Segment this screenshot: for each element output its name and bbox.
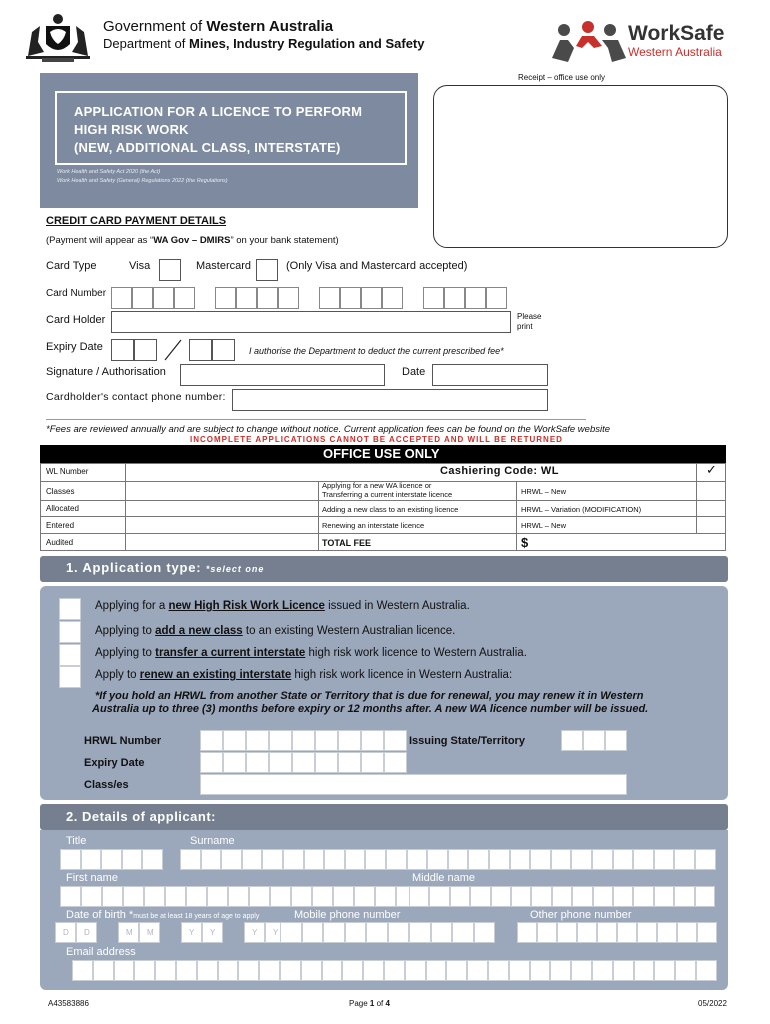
email-cell[interactable] <box>218 960 239 981</box>
code-hrwl-new: HRWL – New <box>521 487 567 496</box>
please-print-label: Please print <box>517 312 542 331</box>
office-row-entered: Entered <box>46 521 75 530</box>
hrwl-digit-cell[interactable] <box>200 730 223 751</box>
first-name-cell[interactable] <box>291 886 312 907</box>
middle-name-cell[interactable] <box>409 886 429 907</box>
mobile-cell[interactable] <box>452 922 474 943</box>
card-digit-cell[interactable] <box>340 287 361 309</box>
mobile-cell[interactable] <box>474 922 496 943</box>
first-name-cell[interactable] <box>165 886 186 907</box>
email-cell[interactable] <box>426 960 447 981</box>
surname-cell[interactable] <box>489 849 510 870</box>
dob-cell[interactable] <box>76 922 97 943</box>
middle-name-cell[interactable] <box>450 886 470 907</box>
expiry-year-2[interactable] <box>212 339 235 361</box>
surname-cell[interactable] <box>510 849 531 870</box>
email-cell[interactable] <box>384 960 405 981</box>
surname-cell[interactable] <box>221 849 242 870</box>
email-cell[interactable] <box>446 960 467 981</box>
issuing-state-label: Issuing State/Territory <box>409 735 525 747</box>
other-phone-cell[interactable] <box>557 922 577 943</box>
section-1-title: 1. Application type: *select one <box>66 560 265 575</box>
office-row-allocated: Allocated <box>46 504 79 513</box>
expiry-cell[interactable] <box>246 752 269 773</box>
middle-name-label: Middle name <box>412 872 475 884</box>
first-name-cell[interactable] <box>228 886 249 907</box>
other-phone-cell[interactable] <box>617 922 637 943</box>
email-cell[interactable] <box>654 960 675 981</box>
payment-heading: CREDIT CARD PAYMENT DETAILS <box>46 215 227 227</box>
middle-name-cell[interactable] <box>552 886 572 907</box>
hrwl-digit-cell[interactable] <box>223 730 246 751</box>
classes-input[interactable] <box>200 774 627 795</box>
state-cell[interactable] <box>605 730 627 751</box>
dob-label: Date of birth *must be at least 18 years of age to apply <box>66 909 260 921</box>
accepted-cards-note: (Only Visa and Mastercard accepted) <box>286 260 468 272</box>
middle-name-cell[interactable] <box>531 886 551 907</box>
surname-cell[interactable] <box>283 849 304 870</box>
card-digit-cell[interactable] <box>215 287 236 309</box>
date-placeholder: M <box>147 928 154 937</box>
worksafe-people-logo <box>550 18 628 64</box>
divider <box>46 419 586 420</box>
other-phone-cell[interactable] <box>677 922 697 943</box>
hrwl-digit-cell[interactable] <box>338 730 361 751</box>
card-type-label: Card Type <box>46 260 97 272</box>
other-phone-cell[interactable] <box>657 922 677 943</box>
office-row-audited: Audited <box>46 538 74 547</box>
middle-name-cell[interactable] <box>593 886 613 907</box>
email-cell[interactable] <box>530 960 551 981</box>
expiry-cell[interactable] <box>361 752 384 773</box>
expiry-cell[interactable] <box>384 752 407 773</box>
renewal-note-1: *If you hold an HRWL from another State or Territory that is due for renewal, you may renew it in Western <box>95 690 644 702</box>
card-digit-cell[interactable] <box>236 287 257 309</box>
surname-cell[interactable] <box>345 849 366 870</box>
mobile-cell[interactable] <box>280 922 302 943</box>
expiry-month-1[interactable] <box>111 339 134 361</box>
middle-name-cell[interactable] <box>654 886 674 907</box>
email-cell[interactable] <box>114 960 135 981</box>
first-name-cell[interactable] <box>186 886 207 907</box>
card-digit-cell[interactable] <box>319 287 340 309</box>
email-cell[interactable] <box>93 960 114 981</box>
mobile-cell[interactable] <box>323 922 345 943</box>
tick-icon: ✓ <box>706 462 717 477</box>
first-name-cell[interactable] <box>354 886 375 907</box>
email-cell[interactable] <box>280 960 301 981</box>
card-digit-cell[interactable] <box>111 287 132 309</box>
option-transfer-checkbox[interactable] <box>59 644 81 666</box>
surname-cell[interactable] <box>551 849 572 870</box>
dob-cell[interactable] <box>55 922 76 943</box>
mobile-label: Mobile phone number <box>294 909 401 921</box>
office-row-line-3 <box>40 516 726 517</box>
act-reference: Work Health and Safety Act 2020 (the Act) <box>57 169 161 175</box>
first-name-label: First name <box>66 872 118 884</box>
first-name-cell[interactable] <box>60 886 81 907</box>
other-phone-cell[interactable] <box>577 922 597 943</box>
email-cell[interactable] <box>634 960 655 981</box>
option-renew-checkbox[interactable] <box>59 666 81 688</box>
email-cell[interactable] <box>467 960 488 981</box>
office-col-divider-1 <box>125 463 126 551</box>
mobile-cell[interactable] <box>302 922 324 943</box>
card-digit-cell[interactable] <box>257 287 278 309</box>
surname-cell[interactable] <box>530 849 551 870</box>
other-phone-cell[interactable] <box>517 922 537 943</box>
hrwl-digit-cell[interactable] <box>315 730 338 751</box>
hrwl-number-label: HRWL Number <box>84 735 162 747</box>
visa-checkbox[interactable] <box>159 259 181 281</box>
expiry-year-1[interactable] <box>189 339 212 361</box>
first-name-cell[interactable] <box>333 886 354 907</box>
renewal-note-2: Australia up to three (3) months before expiry or 12 months after. A new WA licence number will be issued. <box>92 703 649 715</box>
email-cell[interactable] <box>197 960 218 981</box>
other-phone-cell[interactable] <box>597 922 617 943</box>
card-digit-cell[interactable] <box>486 287 507 309</box>
mobile-cell[interactable] <box>431 922 453 943</box>
card-holder-label: Card Holder <box>46 314 106 326</box>
hrwl-digit-cell[interactable] <box>292 730 315 751</box>
date-label: Date <box>402 366 426 378</box>
desc-renew: Renewing an interstate licence <box>322 521 425 530</box>
title-cell[interactable] <box>101 849 122 870</box>
mastercard-label: Mastercard <box>196 260 252 272</box>
office-col-divider-4 <box>696 463 697 533</box>
card-digit-cell[interactable] <box>132 287 153 309</box>
expiry-cell[interactable] <box>338 752 361 773</box>
office-row-wl-number: WL Number <box>46 467 89 476</box>
hrwl-expiry-label: Expiry Date <box>84 757 145 769</box>
mobile-cell[interactable] <box>345 922 367 943</box>
first-name-cell[interactable] <box>81 886 102 907</box>
title-label: Title <box>66 835 87 847</box>
payment-note: (Payment will appear as “WA Gov – DMIRS” on your bank statement) <box>46 235 339 246</box>
other-phone-cell[interactable] <box>697 922 717 943</box>
office-row-classes: Classes <box>46 487 75 496</box>
middle-name-cell[interactable] <box>491 886 511 907</box>
expiry-slash <box>163 338 183 362</box>
surname-cell[interactable] <box>407 849 428 870</box>
hrwl-digit-cell[interactable] <box>361 730 384 751</box>
card-digit-cell[interactable] <box>278 287 299 309</box>
other-phone-cell[interactable] <box>637 922 657 943</box>
office-row-line-2 <box>40 500 726 501</box>
date-placeholder: D <box>63 928 69 937</box>
dollar-sign: $ <box>521 535 529 550</box>
option-new-licence-label: Applying for a new High Risk Work Licence issued in Western Australia. <box>95 600 470 612</box>
email-label: Email address <box>66 946 136 958</box>
surname-cell[interactable] <box>654 849 675 870</box>
state-cell[interactable] <box>583 730 605 751</box>
card-digit-cell[interactable] <box>382 287 403 309</box>
first-name-cell[interactable] <box>123 886 144 907</box>
email-cell[interactable] <box>592 960 613 981</box>
surname-cell[interactable] <box>386 849 407 870</box>
option-add-class-label: Applying to add a new class to an existing Western Australian licence. <box>95 625 456 637</box>
form-code: A43583886 <box>48 999 89 1008</box>
date-placeholder: Y <box>189 928 195 937</box>
dob-cell[interactable] <box>118 922 139 943</box>
email-cell[interactable] <box>675 960 696 981</box>
surname-cell[interactable] <box>365 849 386 870</box>
first-name-cell[interactable] <box>144 886 165 907</box>
surname-cell[interactable] <box>592 849 613 870</box>
expiry-label: Expiry Date <box>46 341 103 353</box>
title-line-1: APPLICATION FOR A LICENCE TO PERFORM <box>74 104 363 119</box>
title-cell[interactable] <box>60 849 81 870</box>
card-digit-cell[interactable] <box>174 287 195 309</box>
surname-cell[interactable] <box>427 849 448 870</box>
mobile-cell[interactable] <box>366 922 388 943</box>
email-cell[interactable] <box>363 960 384 981</box>
section-2-title: 2. Details of applicant: <box>66 809 216 824</box>
receipt-box <box>433 85 728 248</box>
surname-cell[interactable] <box>262 849 283 870</box>
card-digit-cell[interactable] <box>423 287 444 309</box>
worksafe-subtitle: Western Australia <box>628 45 722 59</box>
date-placeholder: Y <box>252 928 258 937</box>
mastercard-checkbox[interactable] <box>256 259 278 281</box>
card-number-label: Card Number <box>46 288 107 299</box>
email-cell[interactable] <box>696 960 717 981</box>
govt-line-2: Department of Mines, Industry Regulation and Safety <box>103 36 425 51</box>
surname-cell[interactable] <box>448 849 469 870</box>
date-placeholder: M <box>126 928 133 937</box>
surname-cell[interactable] <box>613 849 634 870</box>
date-placeholder: Y <box>273 928 279 937</box>
hrwl-digit-cell[interactable] <box>384 730 407 751</box>
middle-name-cell[interactable] <box>429 886 449 907</box>
dob-cell[interactable] <box>202 922 223 943</box>
email-cell[interactable] <box>405 960 426 981</box>
option-transfer-label: Applying to transfer a current interstate high risk work licence to Western Australia. <box>95 647 527 659</box>
card-digit-cell[interactable] <box>465 287 486 309</box>
option-add-class-checkbox[interactable] <box>59 621 81 643</box>
office-use-title: OFFICE USE ONLY <box>323 446 440 461</box>
email-cell[interactable] <box>509 960 530 981</box>
other-phone-label: Other phone number <box>530 909 632 921</box>
first-name-cell[interactable] <box>207 886 228 907</box>
surname-cell[interactable] <box>304 849 325 870</box>
first-name-cell[interactable] <box>102 886 123 907</box>
middle-name-cell[interactable] <box>633 886 653 907</box>
phone-input[interactable] <box>232 389 548 411</box>
first-name-cell[interactable] <box>249 886 270 907</box>
hrwl-digit-cell[interactable] <box>269 730 292 751</box>
desc-new-licence: Applying for a new WA licence or Transferring a current interstate licence <box>322 481 453 499</box>
cashiering-code: Cashiering Code: WL <box>440 465 559 477</box>
email-cell[interactable] <box>72 960 93 981</box>
first-name-cell[interactable] <box>312 886 333 907</box>
surname-cell[interactable] <box>674 849 695 870</box>
surname-cell[interactable] <box>695 849 716 870</box>
email-cell[interactable] <box>238 960 259 981</box>
option-renew-label: Apply to renew an existing interstate high risk work licence in Western Australia: <box>95 669 513 681</box>
incomplete-warning: INCOMPLETE APPLICATIONS CANNOT BE ACCEPTED AND WILL BE RETURNED <box>190 435 563 444</box>
worksafe-wordmark: WorkSafe <box>628 22 725 45</box>
middle-name-cell[interactable] <box>695 886 715 907</box>
date-placeholder: Y <box>210 928 216 937</box>
email-cell[interactable] <box>134 960 155 981</box>
email-cell[interactable] <box>571 960 592 981</box>
visa-label: Visa <box>129 260 151 272</box>
classes-label: Class/es <box>84 779 129 791</box>
date-placeholder: D <box>84 928 90 937</box>
email-cell[interactable] <box>259 960 280 981</box>
email-cell[interactable] <box>488 960 509 981</box>
first-name-cell[interactable] <box>270 886 291 907</box>
middle-name-cell[interactable] <box>511 886 531 907</box>
dob-cell[interactable] <box>139 922 160 943</box>
regulations-reference: Work Health and Safety (General) Regulations 2022 (the Regulations) <box>57 178 228 184</box>
title-line-2: HIGH RISK WORK <box>74 122 189 137</box>
code-hrwl-new-2: HRWL – New <box>521 521 567 530</box>
surname-cell[interactable] <box>242 849 263 870</box>
govt-line-1: Government of Western Australia <box>103 18 334 35</box>
middle-name-cell[interactable] <box>613 886 633 907</box>
card-holder-input[interactable] <box>111 311 511 333</box>
surname-cell[interactable] <box>468 849 489 870</box>
first-name-cell[interactable] <box>375 886 396 907</box>
email-cell[interactable] <box>550 960 571 981</box>
dob-cell[interactable] <box>181 922 202 943</box>
surname-label: Surname <box>190 835 235 847</box>
surname-cell[interactable] <box>180 849 201 870</box>
title-line-3: (NEW, ADDITIONAL CLASS, INTERSTATE) <box>74 140 341 155</box>
other-phone-cell[interactable] <box>537 922 557 943</box>
hrwl-digit-cell[interactable] <box>246 730 269 751</box>
middle-name-cell[interactable] <box>674 886 694 907</box>
option-new-licence-checkbox[interactable] <box>59 598 81 620</box>
surname-cell[interactable] <box>324 849 345 870</box>
surname-cell[interactable] <box>571 849 592 870</box>
total-fee-label: TOTAL FEE <box>322 538 372 548</box>
authorise-statement: I authorise the Department to deduct the current prescribed fee* <box>249 346 504 356</box>
code-hrwl-variation: HRWL – Variation (MODIFICATION) <box>521 505 642 514</box>
expiry-cell[interactable] <box>223 752 246 773</box>
email-cell[interactable] <box>342 960 363 981</box>
expiry-cell[interactable] <box>269 752 292 773</box>
desc-add-class: Adding a new class to an existing licence <box>322 505 459 514</box>
signature-input[interactable] <box>180 364 385 386</box>
email-cell[interactable] <box>613 960 634 981</box>
expiry-cell[interactable] <box>200 752 223 773</box>
card-digit-cell[interactable] <box>153 287 174 309</box>
expiry-month-2[interactable] <box>134 339 157 361</box>
email-cell[interactable] <box>176 960 197 981</box>
form-date: 05/2022 <box>698 999 727 1008</box>
dob-cell[interactable] <box>244 922 265 943</box>
card-digit-cell[interactable] <box>444 287 465 309</box>
state-cell[interactable] <box>561 730 583 751</box>
email-cell[interactable] <box>301 960 322 981</box>
mobile-cell[interactable] <box>409 922 431 943</box>
date-input[interactable] <box>432 364 548 386</box>
expiry-cell[interactable] <box>315 752 338 773</box>
title-cell[interactable] <box>81 849 102 870</box>
page-number: Page 1 of 4 <box>349 999 390 1008</box>
surname-cell[interactable] <box>201 849 222 870</box>
expiry-cell[interactable] <box>292 752 315 773</box>
wa-coat-of-arms-logo <box>22 12 94 64</box>
signature-label: Signature / Authorisation <box>46 366 166 378</box>
receipt-label: Receipt – office use only <box>518 73 606 82</box>
office-row-line-4 <box>40 533 726 534</box>
email-cell[interactable] <box>155 960 176 981</box>
email-cell[interactable] <box>322 960 343 981</box>
surname-cell[interactable] <box>633 849 654 870</box>
fees-note: *Fees are reviewed annually and are subject to change without notice. Current application fees can be found on the WorkSafe website <box>46 424 611 435</box>
middle-name-cell[interactable] <box>572 886 592 907</box>
title-cell[interactable] <box>142 849 163 870</box>
middle-name-cell[interactable] <box>470 886 490 907</box>
card-digit-cell[interactable] <box>361 287 382 309</box>
title-cell[interactable] <box>122 849 143 870</box>
phone-label: Cardholder's contact phone number: <box>46 391 226 403</box>
mobile-cell[interactable] <box>388 922 410 943</box>
